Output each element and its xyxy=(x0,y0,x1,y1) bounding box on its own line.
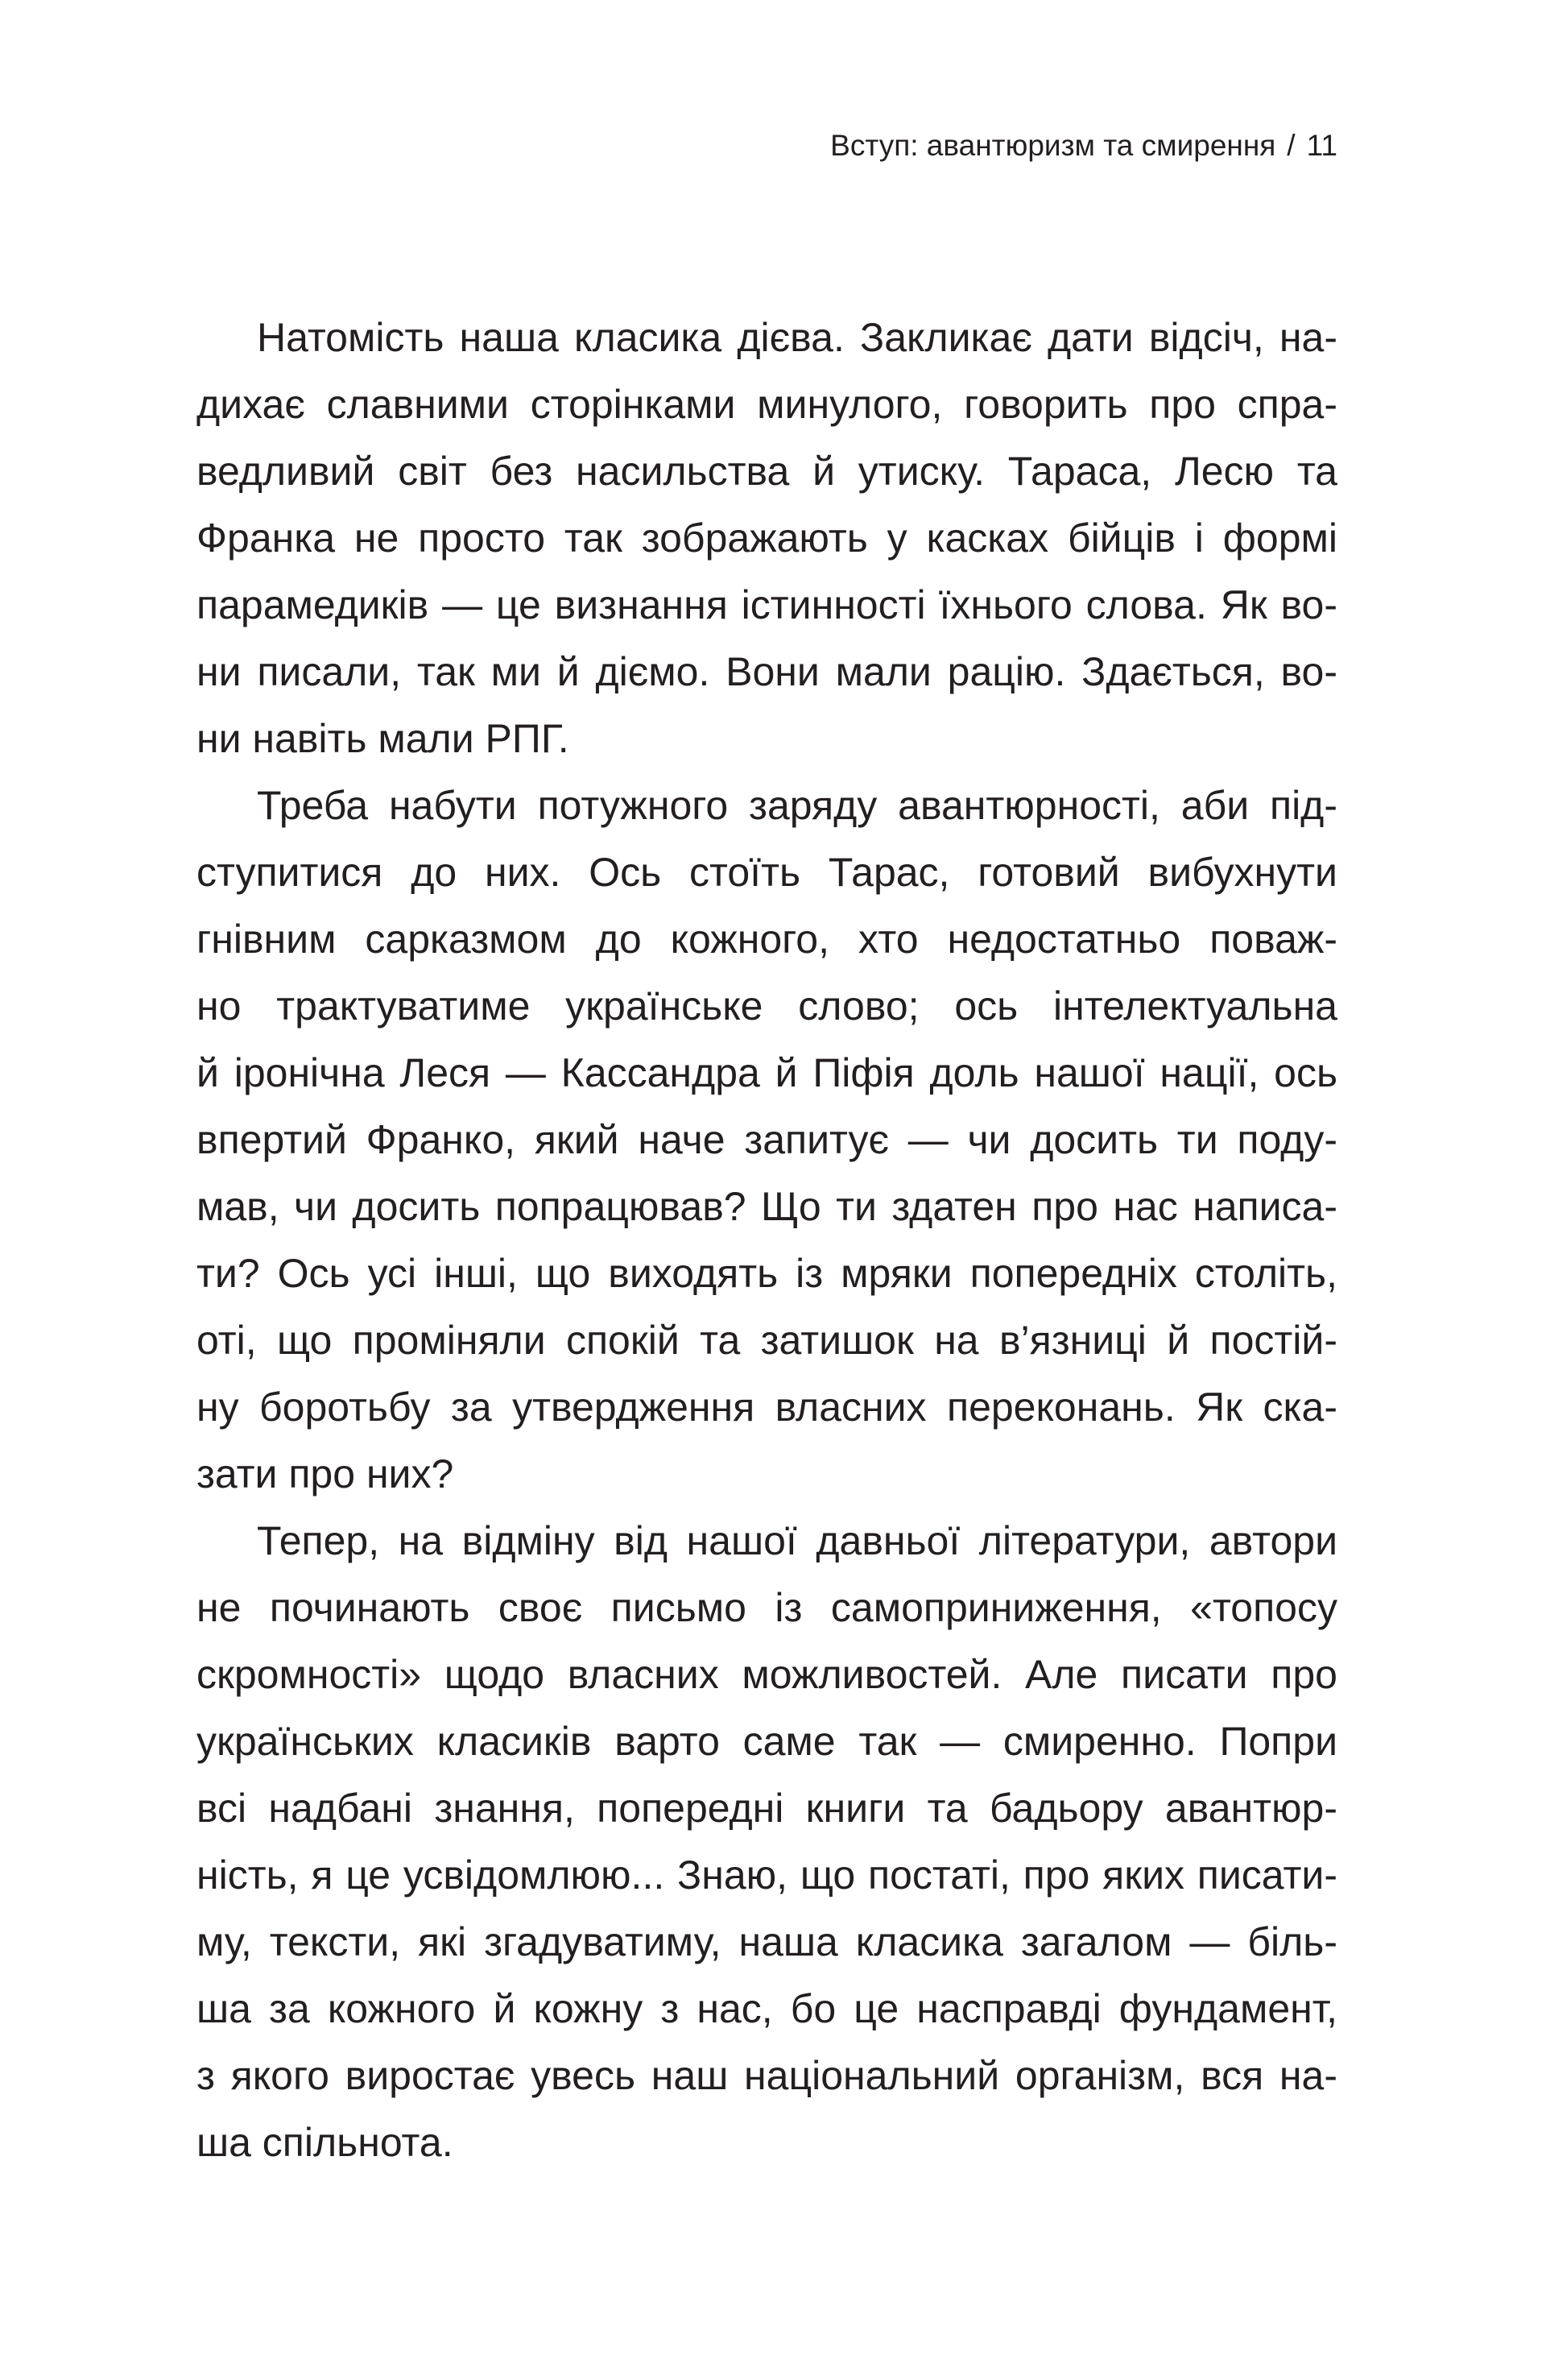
text-line: українських класиків варто саме так — смиренно. Попри xyxy=(196,1719,1337,1764)
text-line: мав, чи досить попрацював? Що ти здатен про нас написа- xyxy=(196,1184,1337,1229)
text-line: ни писали, так ми й діємо. Вони мали рацію. Здається, во- xyxy=(196,649,1337,694)
text-line: оті, що проміняли спокій та затишок на в’язниці й постій- xyxy=(196,1318,1337,1363)
header-separator: / xyxy=(1287,129,1296,162)
running-title: Вступ: авантюризм та смирення xyxy=(830,129,1276,162)
text-line: Натомість наша класика дієва. Закликає дати відсіч, на- xyxy=(257,315,1337,360)
text-line: ти? Ось усі інші, що виходять із мряки попередніх століть, xyxy=(196,1251,1337,1296)
text-line: ша спільнота. xyxy=(196,2120,453,2165)
text-line: ступитися до них. Ось стоїть Тарас, готовий вибухнути xyxy=(196,850,1337,895)
text-line: ність, я це усвідомлюю... Знаю, що постаті, про яких писати- xyxy=(196,1852,1337,1898)
text-line: Франка не просто так зображають у касках бійців і формі xyxy=(196,515,1337,561)
body-text xyxy=(196,304,1337,2176)
text-line: парамедиків — це визнання істинності їхнього слова. Як во- xyxy=(196,582,1337,627)
page-number: 11 xyxy=(1306,129,1337,162)
text-line: гнівним сарказмом до кожного, хто недостатньо поваж- xyxy=(196,917,1337,962)
text-line: зати про них? xyxy=(196,1451,454,1496)
text-line: но трактуватиме українське слово; ось інтелектуальна xyxy=(196,983,1337,1029)
text-line: всі надбані знання, попередні книги та бадьору авантюр- xyxy=(196,1786,1337,1831)
running-header xyxy=(830,129,1337,163)
text-line: не починають своє письмо із самоприниження, «топосу xyxy=(196,1585,1337,1630)
text-line: ша за кожного й кожну з нас, бо це насправді фундамент, xyxy=(196,1986,1337,2031)
text-line: Тепер, на відміну від нашої давньої літератури, автори xyxy=(257,1518,1337,1563)
text-line: дихає славними сторінками минулого, говорить про спра- xyxy=(196,382,1337,427)
text-line: ведливий світ без насильства й утиску. Тараса, Лесю та xyxy=(196,449,1337,494)
text-line: ну боротьбу за утвердження власних переконань. Як ска- xyxy=(196,1385,1337,1430)
text-line: скромності» щодо власних можливостей. Але писати про xyxy=(196,1652,1337,1697)
text-line: й іронічна Леся — Кассандра й Піфія доль нашої нації, ось xyxy=(196,1050,1337,1095)
text-line: ни навіть мали РПГ. xyxy=(196,716,569,761)
text-line: Треба набути потужного заряду авантюрності, аби під- xyxy=(257,783,1337,828)
text-line: му, тексти, які згадуватиму, наша класика загалом — біль- xyxy=(196,1919,1337,1964)
text-line: з якого виростає увесь наш національний організм, вся на- xyxy=(196,2053,1337,2098)
text-line: впертий Франко, який наче запитує — чи досить ти поду- xyxy=(196,1117,1337,1162)
